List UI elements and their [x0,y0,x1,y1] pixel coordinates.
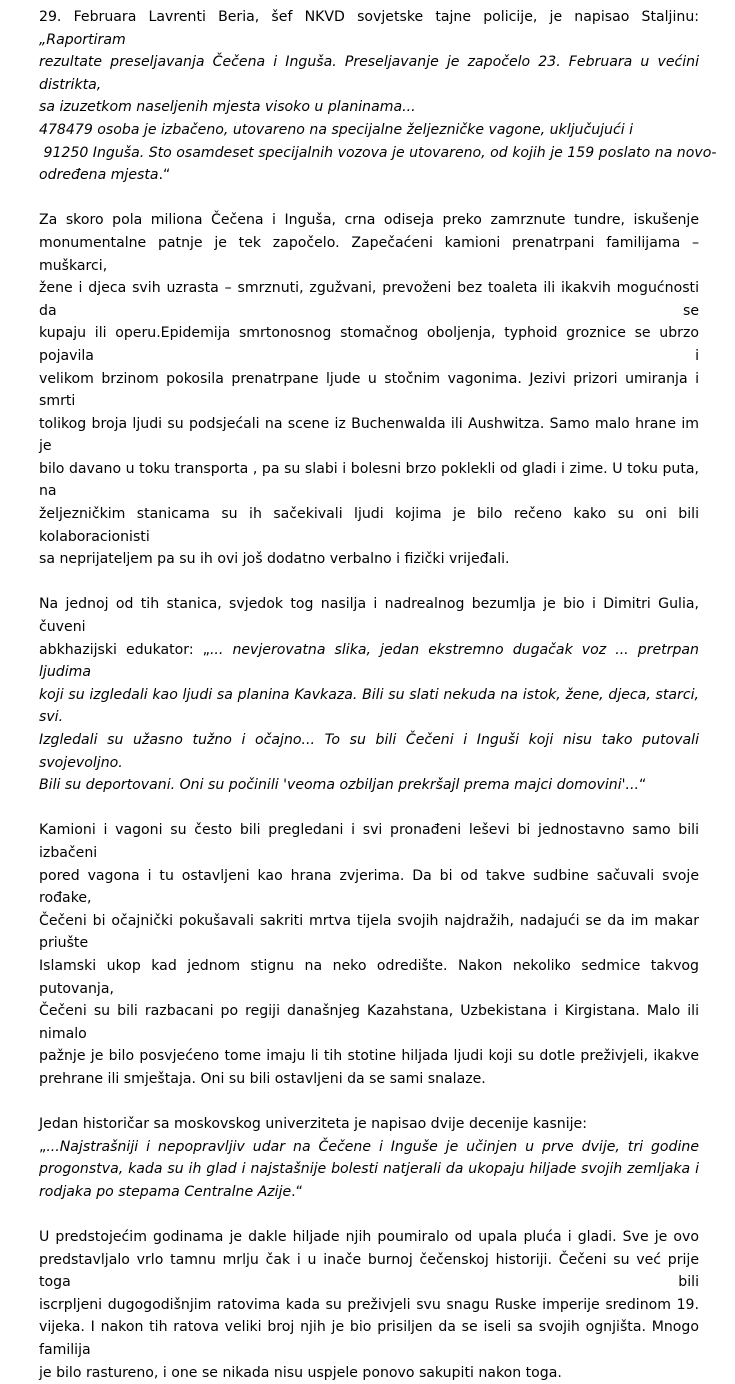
quote-span: određena mjesta [39,167,159,184]
paragraph-gap [39,1203,699,1226]
paragraph-gap [39,571,699,594]
text-line: kupaju ili operu.Epidemija smrtonosnog stomačnog oboljenja, typhoid groznice se ubrzo pojavila i [39,325,699,364]
text-line: sa neprijateljem pa su ih ovi još dodatno verbalno i fizički vrijeđali. [39,551,510,568]
document-page [39,6,717,1384]
text-span: 29. Februara Lavrenti Beria, šef NKVD sovjetske tajne policije, je napisao Staljinu: [39,9,699,25]
paragraph-gap [39,1091,699,1114]
text-line: iscrpljeni dugogodišnjim ratovima kada su preživjeli svu snagu Ruske imperije sredinom 19. [39,1296,699,1313]
text-line: Za skoro pola miliona Čečena i Inguša, crna odiseja preko zamrznute tundre, iskušenje [39,212,699,229]
quote-line: sa izuzetkom naseljenih mjesta visoko u planinama... [39,99,416,116]
text-span: abkhazijski edukator: „ [39,641,210,658]
quote-line [39,774,699,797]
paragraph-gulia-witness [39,593,699,796]
quote-line: koji su izgledali kao ljudi sa planina Kavkaza. Bili su slati nekuda na istok, žene, djeca, starci, svi. [39,686,699,726]
text-line: Islamski ukop kad jednom stignu na neko odredište. Nakon nekoliko sedmice takvog putovanja, [39,957,699,997]
paragraph-gap [39,797,699,820]
paragraph-aftermath [39,1226,699,1384]
quote-line [39,164,699,187]
text-line: Čečeni bi očajnički pokušavali sakriti mrtva tijela svojih najdražih, nadajući se da im makar priušte [39,912,699,952]
quote-line: rezultate preseljavanja Čečena i Inguša. Preseljavanje je započelo 23. Februara u većini distrikta, [39,54,699,93]
text-line: Na jednoj od tih stanica, svjedok tog nasilja i nadrealnog bezumlja je bio i Dimitri Gulia, čuveni [39,596,699,636]
text-line [39,6,699,51]
text-span: .“ [158,167,171,184]
text-line [39,639,699,684]
quote-line [39,1136,699,1159]
quote-line: Izgledali su užasno tužno i očajno... To su bili Čečeni i Inguši koji nisu tako putovali svojevoljno. [39,732,699,771]
text-line: bilo davano u toku transporta , pa su slabi i bolesni brzo poklekli od gladi i zime. U toku puta, na [39,460,699,500]
paragraph-beria-report [39,6,717,187]
text-line: Jedan historičar sa moskovskog univerziteta je napisao dvije decenije kasnije: [39,1116,587,1133]
text-line: žene i djeca svih uzrasta – smrznuti, zgužvani, prevoženi bez toaleta ili ikakvih mogućnosti da se [39,280,699,319]
text-line: pored vagona i tu ostavljeni kao hrana zvjerima. Da bi od takve sudbine sačuvali svoje rođake, [39,867,699,907]
text-line: U predstojećim godinama je dakle hiljade njih poumiralo od upala pluća i gladi. Sve je ovo [39,1229,699,1246]
quote-line [39,1181,699,1204]
paragraph-gap [39,187,699,210]
quote-span: ...Najstrašniji i nepopravljiv udar na Čečene i Inguše je učinjen u prve dvije, tri godine [46,1138,699,1155]
paragraph-historian [39,1113,699,1203]
text-line: tolikog broja ljudi su podsjećali na scene iz Buchenwalda ili Aushwitza. Samo malo hrane im je [39,415,699,455]
text-line: predstavljalo vrlo tamnu mrlju čak i u inače burnoj čečenskoj historiji. Čečeni su već prije toga bili [39,1251,699,1291]
text-line: Čečeni su bili razbacani po regiji današnjeg Kazahstana, Uzbekistana i Kirgistana. Malo ili nimalo [39,1003,699,1042]
quote-span: Bili su deportovani. Oni su počinili 'veoma ozbiljan prekršajl prema majci domovini'... [39,777,639,794]
text-line: je bilo rastureno, i one se nikada nisu uspjele ponovo sakupiti nakon toga. [39,1364,562,1381]
quote-span: „Raportiram [39,31,126,48]
text-span: “ [638,777,647,794]
text-span: .“ [291,1183,303,1200]
quote-span: ... nevjerovatna slika, jedan ekstremno dugačak voz ... pretrpan ljudima [39,641,699,681]
text-line: monumentalne patnje je tek započelo. Zapečaćeni kamioni prenatrpani familijama – muškarci, [39,234,699,274]
text-span: „ [39,1138,47,1155]
paragraph-odyssey [39,209,699,571]
text-line: vijeka. I nakon tih ratova veliki broj njih je bio prisiljen da se iseli sa svojih ognjišta. Mnogo familija [39,1319,699,1359]
quote-span: rodjaka po stepama Centralne Azije [39,1183,292,1200]
text-line: Kamioni i vagoni su često bili pregledani i svi pronađeni leševi bi jednostavno samo bili izbačeni [39,822,699,861]
quote-line: progonstva, kada su ih glad i najstašnije bolesti natjerali da ukopaju hiljade svojih zemljaka i [39,1161,699,1178]
text-line: željezničkim stanicama su ih sačekivali ljudi kojima je bilo rečeno kako su oni bili kolaboracionisti [39,506,699,545]
text-line: prehrane ili smještaja. Oni su bili ostavljeni da se sami snalaze. [39,1070,486,1087]
quote-line: 91250 Inguša. Sto osamdeset specijalnih vozova je utovareno, od kojih je 159 poslato na novo- [39,144,717,161]
quote-line: 478479 osoba je izbačeno, utovareno na specijalne željezničke vagone, uključujući i [39,121,634,138]
text-line: pažnje je bilo posvjećeno tome imaju li tih stotine hiljada ljudi koji su dotle preživjeli, ikakve [39,1048,699,1065]
paragraph-corpses [39,819,699,1090]
text-line: velikom brzinom pokosila prenatrpane ljude u stočnim vagonima. Jezivi prizori umiranja i smrti [39,370,699,410]
